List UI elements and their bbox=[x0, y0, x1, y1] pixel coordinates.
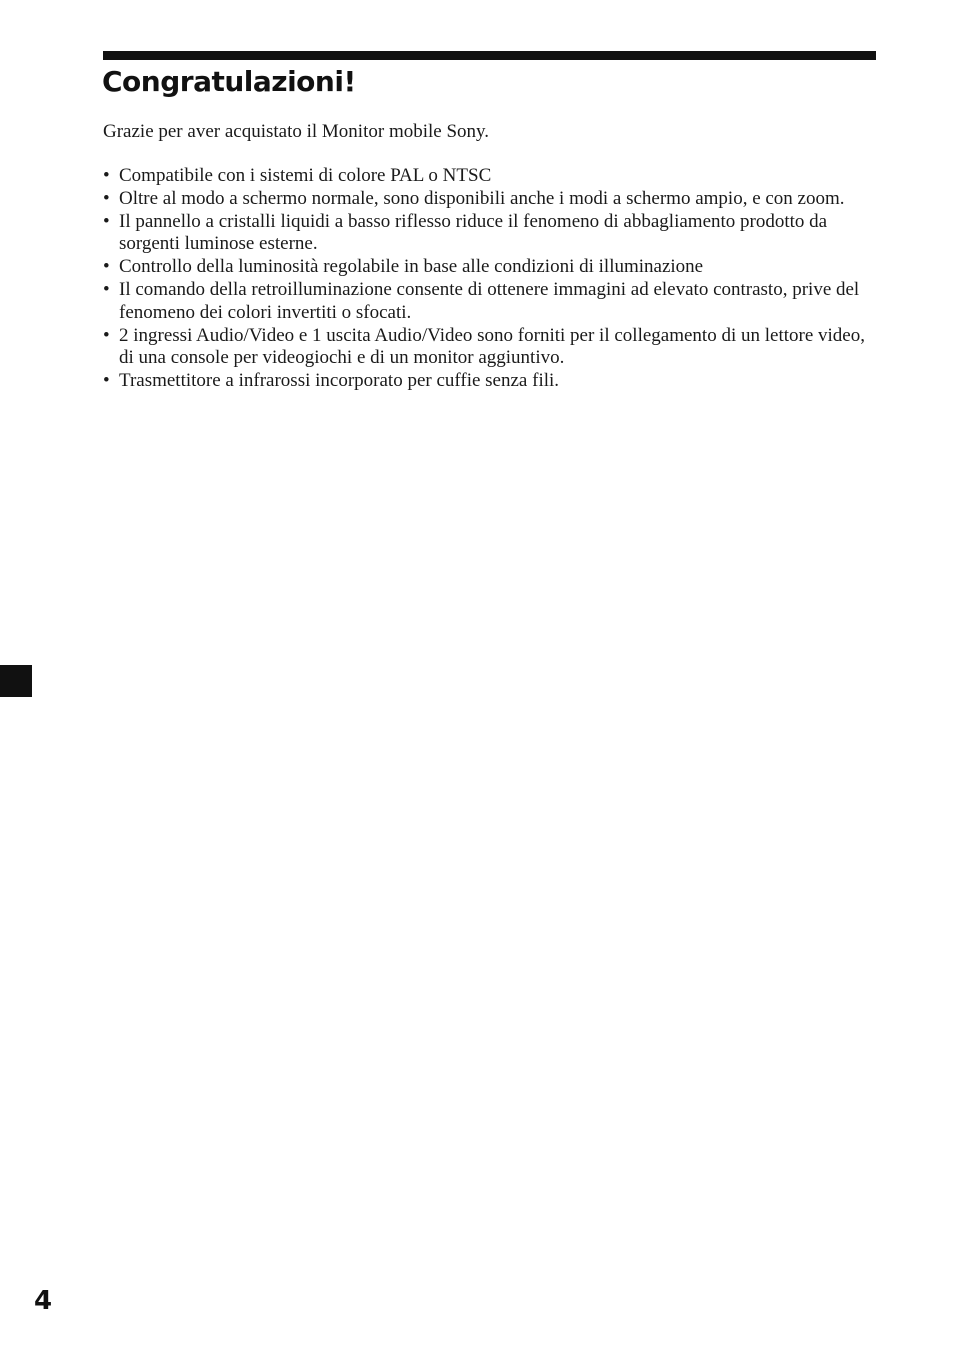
list-item bbox=[103, 370, 883, 393]
feature-list bbox=[103, 165, 883, 393]
feature-text: Compatibile con i sistemi di colore PAL o NTSC bbox=[119, 165, 492, 186]
bullet: • bbox=[103, 256, 110, 278]
feature-text: Trasmettitore a infrarossi incorporato per cuffie senza fili. bbox=[119, 370, 560, 392]
list-item bbox=[103, 211, 883, 257]
bullet: • bbox=[103, 165, 110, 186]
bullet: • bbox=[103, 187, 110, 209]
header-rule bbox=[103, 51, 876, 60]
bullet: • bbox=[103, 370, 110, 392]
feature-text: Il pannello a cristalli liquidi a basso riflesso riduce il fenomeno di abbagliamento prodotto da sorgenti luminose esterne. bbox=[119, 210, 828, 255]
section-tab-marker bbox=[0, 665, 32, 697]
list-item bbox=[103, 279, 883, 325]
list-item bbox=[103, 188, 883, 211]
feature-text: Controllo della luminosità regolabile in base alle condizioni di illuminazione bbox=[119, 256, 704, 278]
page-number: 4 bbox=[34, 1286, 53, 1316]
intro-paragraph: Grazie per aver acquistato il Monitor mobile Sony. bbox=[103, 121, 490, 142]
feature-text: 2 ingressi Audio/Video e 1 uscita Audio/Video sono forniti per il collegamento di un lettore video, di una console per videogiochi e di un monitor aggiuntivo. bbox=[119, 324, 865, 369]
feature-text: Oltre al modo a schermo normale, sono disponibili anche i modi a schermo ampio, e con zoom. bbox=[119, 187, 845, 209]
bullet: • bbox=[103, 278, 110, 300]
bullet: • bbox=[103, 324, 110, 346]
feature-text: Il comando della retroilluminazione consente di ottenere immagini ad elevato contrasto, prive del fenomeno dei colori invertiti o sfocati. bbox=[119, 278, 860, 323]
list-item bbox=[103, 325, 883, 371]
bullet: • bbox=[103, 210, 110, 232]
page-title: Congratulazioni! bbox=[102, 65, 356, 98]
list-item bbox=[103, 165, 883, 188]
list-item bbox=[103, 256, 883, 279]
